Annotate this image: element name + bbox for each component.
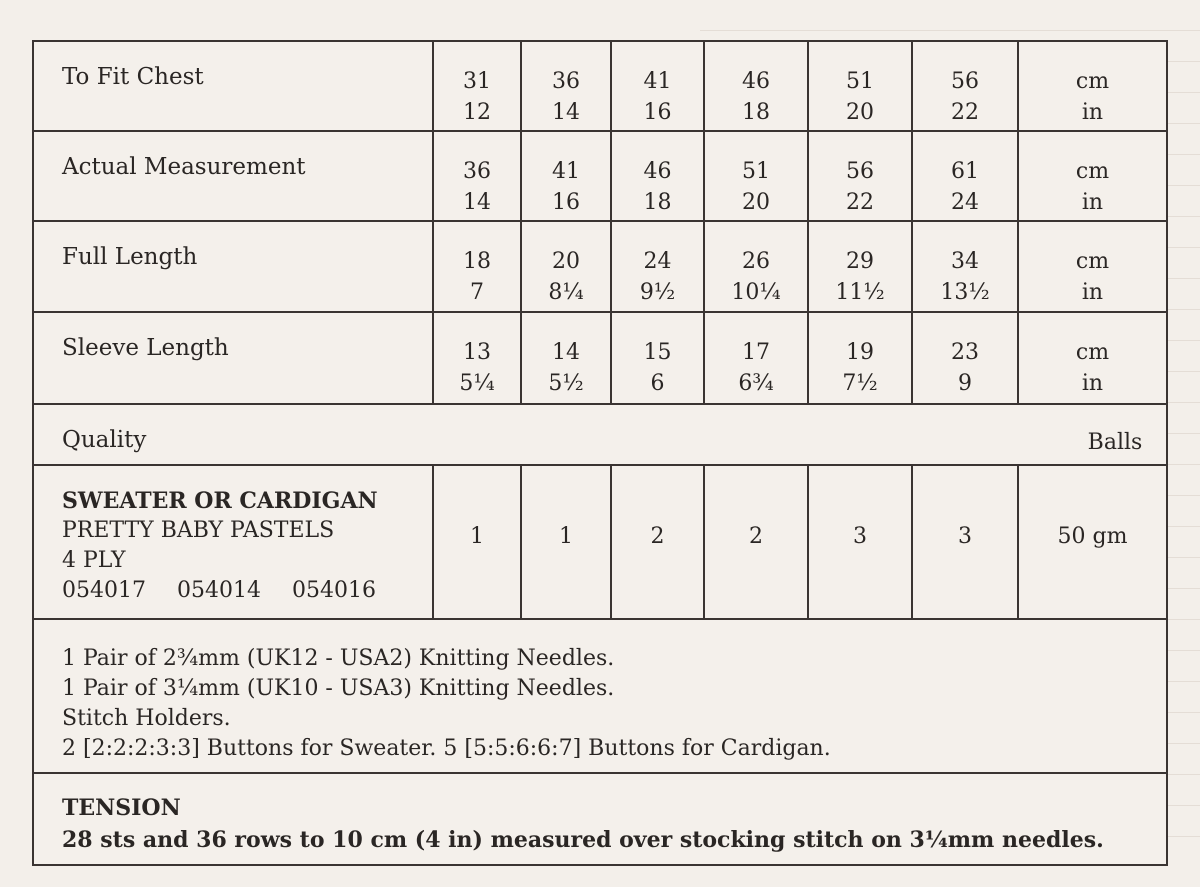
ball-count: 3 xyxy=(853,524,867,549)
cm-value: 14 xyxy=(552,340,580,365)
quality-label: Quality xyxy=(62,427,147,453)
size-cell xyxy=(432,132,520,220)
in-value: 9 xyxy=(958,371,972,396)
in-value: 20 xyxy=(742,190,770,215)
cm-value: 46 xyxy=(643,159,672,184)
size-cell xyxy=(610,42,703,130)
in-value: 14 xyxy=(552,100,580,125)
cm-unit: cm xyxy=(1075,69,1110,94)
cm-value: 36 xyxy=(463,159,491,184)
cm-value: 19 xyxy=(846,340,874,365)
ball-count: 1 xyxy=(470,524,484,549)
tension-text: 28 sts and 36 rows to 10 cm (4 in) measured over stocking stitch on 3¼mm needles. xyxy=(62,827,1104,853)
size-cell xyxy=(703,313,807,403)
cm-value: 18 xyxy=(463,249,491,274)
materials-list xyxy=(62,644,831,764)
in-value: 10¼ xyxy=(731,280,781,305)
in-value: 14 xyxy=(463,190,491,215)
in-value: 7½ xyxy=(842,371,878,396)
ball-count: 3 xyxy=(958,524,972,549)
cm-unit: cm xyxy=(1075,159,1110,184)
size-cell xyxy=(807,222,911,311)
yarn-code: 054017 xyxy=(62,578,146,603)
yarn-codes xyxy=(62,576,400,606)
value-pair xyxy=(809,156,911,218)
cm-value: 13 xyxy=(463,340,491,365)
measurement-row xyxy=(34,132,1166,222)
value-pair xyxy=(913,66,1017,128)
value-pair xyxy=(612,66,703,128)
yarn-heading: SWEATER OR CARDIGAN xyxy=(62,488,378,514)
measurement-label: Sleeve Length xyxy=(62,335,229,361)
value-pair xyxy=(434,337,520,399)
value-pair xyxy=(522,246,610,308)
value-pair xyxy=(913,156,1017,218)
ball-count: 2 xyxy=(749,524,763,549)
size-cell xyxy=(703,132,807,220)
size-cell xyxy=(911,42,1017,130)
size-cell xyxy=(520,222,610,311)
materials-item: Stitch Holders. xyxy=(62,706,231,731)
cm-value: 56 xyxy=(846,159,874,184)
size-cell xyxy=(807,132,911,220)
ball-count-cell xyxy=(432,466,520,618)
materials-item: 1 Pair of 3¼mm (UK10 - USA3) Knitting Needles. xyxy=(62,676,615,701)
value-pair xyxy=(522,66,610,128)
cm-value: 15 xyxy=(643,340,672,365)
value-pair xyxy=(612,337,703,399)
ball-count-cell xyxy=(807,466,911,618)
size-cell xyxy=(911,313,1017,403)
size-chart-table xyxy=(32,40,1168,866)
in-value: 16 xyxy=(643,100,672,125)
cm-value: 41 xyxy=(643,69,672,94)
value-pair xyxy=(612,246,703,308)
cm-value: 31 xyxy=(463,69,491,94)
size-cell xyxy=(432,222,520,311)
value-pair xyxy=(1019,337,1166,399)
ball-count-cell xyxy=(911,466,1017,618)
in-unit: in xyxy=(1081,190,1104,215)
size-cell xyxy=(610,313,703,403)
size-cell xyxy=(520,132,610,220)
in-value: 7 xyxy=(470,280,484,305)
size-cell xyxy=(703,42,807,130)
ball-count-cell xyxy=(520,466,610,618)
measurement-row xyxy=(34,222,1166,313)
ball-unit-cell xyxy=(1017,466,1166,618)
cm-value: 36 xyxy=(552,69,580,94)
cm-value: 20 xyxy=(552,249,580,274)
size-cell xyxy=(807,313,911,403)
cm-value: 56 xyxy=(951,69,979,94)
cm-value: 23 xyxy=(951,340,979,365)
in-value: 6¾ xyxy=(738,371,774,396)
in-value: 22 xyxy=(846,190,874,215)
value-pair xyxy=(434,246,520,308)
ball-count: 1 xyxy=(559,524,573,549)
cm-value: 29 xyxy=(846,249,874,274)
value-pair xyxy=(522,156,610,218)
value-pair xyxy=(705,337,807,399)
in-value: 16 xyxy=(552,190,580,215)
value-pair xyxy=(434,66,520,128)
cm-value: 46 xyxy=(742,69,770,94)
value-pair xyxy=(809,246,911,308)
tension-row xyxy=(34,774,1166,864)
value-pair xyxy=(522,337,610,399)
size-cell xyxy=(703,222,807,311)
measurement-label: Actual Measurement xyxy=(62,154,306,180)
cm-value: 51 xyxy=(846,69,874,94)
in-value: 24 xyxy=(951,190,979,215)
in-value: 6 xyxy=(650,371,665,396)
yarn-name: PRETTY BABY PASTELS xyxy=(62,518,335,543)
yarn-code: 054016 xyxy=(291,578,376,603)
value-pair xyxy=(1019,66,1166,128)
materials-item: 2 [2:2:2:3:3] Buttons for Sweater. 5 [5:5:6:6:7] Buttons for Cardigan. xyxy=(62,736,831,761)
in-value: 9½ xyxy=(639,280,676,305)
in-value: 20 xyxy=(846,100,874,125)
measurement-label: To Fit Chest xyxy=(62,64,204,90)
unit-cell xyxy=(1017,42,1166,130)
in-value: 22 xyxy=(951,100,979,125)
cm-value: 61 xyxy=(951,159,979,184)
tension-title: TENSION xyxy=(62,795,181,821)
size-cell xyxy=(610,132,703,220)
in-value: 5½ xyxy=(548,371,584,396)
yarn-row xyxy=(34,466,1166,620)
measurement-row xyxy=(34,313,1166,405)
ball-count-cell xyxy=(703,466,807,618)
cm-value: 34 xyxy=(951,249,979,274)
measurement-label: Full Length xyxy=(62,244,198,270)
size-cell xyxy=(911,132,1017,220)
in-value: 13½ xyxy=(940,280,990,305)
value-pair xyxy=(705,156,807,218)
ball-weight: 50 gm xyxy=(1057,524,1128,549)
ball-count: 2 xyxy=(650,524,665,549)
value-pair xyxy=(913,337,1017,399)
yarn-description xyxy=(62,486,400,606)
in-value: 8¼ xyxy=(548,280,584,305)
materials-row xyxy=(34,620,1166,774)
unit-cell xyxy=(1017,132,1166,220)
size-cell xyxy=(520,42,610,130)
size-cell xyxy=(432,42,520,130)
size-cell xyxy=(807,42,911,130)
value-pair xyxy=(612,156,703,218)
in-value: 18 xyxy=(742,100,770,125)
cm-value: 26 xyxy=(742,249,770,274)
value-pair xyxy=(434,156,520,218)
measurement-row xyxy=(34,42,1166,132)
unit-cell xyxy=(1017,222,1166,311)
in-unit: in xyxy=(1081,100,1104,125)
value-pair xyxy=(1019,156,1166,218)
value-pair xyxy=(913,246,1017,308)
unit-cell xyxy=(1017,313,1166,403)
cm-value: 51 xyxy=(742,159,770,184)
in-unit: in xyxy=(1081,371,1104,396)
materials-item: 1 Pair of 2¾mm (UK12 - USA2) Knitting Needles. xyxy=(62,646,615,671)
in-value: 5¼ xyxy=(459,371,495,396)
in-unit: in xyxy=(1081,280,1104,305)
cm-unit: cm xyxy=(1075,249,1110,274)
balls-unit-label: Balls xyxy=(1087,430,1143,455)
value-pair xyxy=(809,66,911,128)
in-value: 18 xyxy=(643,190,672,215)
ball-count-cell xyxy=(610,466,703,618)
yarn-ply: 4 PLY xyxy=(62,548,126,573)
cm-value: 41 xyxy=(552,159,580,184)
size-cell xyxy=(432,313,520,403)
cm-value: 24 xyxy=(643,249,672,274)
size-cell xyxy=(610,222,703,311)
in-value: 12 xyxy=(463,100,491,125)
value-pair xyxy=(705,246,807,308)
cm-value: 17 xyxy=(742,340,770,365)
tension-block xyxy=(62,792,1104,856)
size-cell xyxy=(911,222,1017,311)
size-cell xyxy=(520,313,610,403)
value-pair xyxy=(1019,246,1166,308)
quality-row xyxy=(34,405,1166,466)
value-pair xyxy=(705,66,807,128)
cm-unit: cm xyxy=(1075,340,1110,365)
yarn-code: 054014 xyxy=(176,578,261,603)
value-pair xyxy=(809,337,911,399)
in-value: 11½ xyxy=(835,280,885,305)
